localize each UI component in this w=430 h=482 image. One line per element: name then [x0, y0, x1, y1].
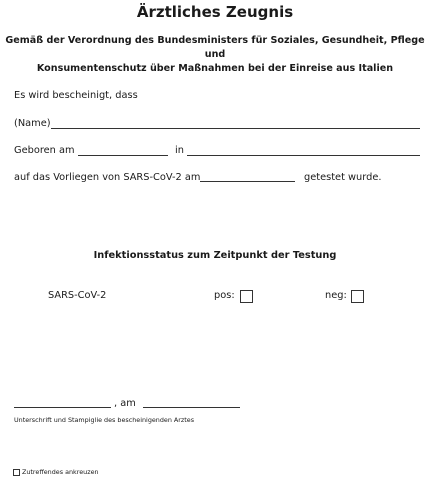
negative-label: neg:	[325, 290, 347, 301]
date-separator: , am	[114, 398, 136, 409]
test-date-field-line[interactable]	[200, 181, 295, 182]
birth-date-field-line[interactable]	[78, 155, 168, 156]
test-date-suffix: getestet wurde.	[304, 172, 382, 183]
test-date-prefix: auf das Vorliegen von SARS-CoV-2 am	[14, 172, 201, 183]
signature-place-line[interactable]	[14, 407, 111, 408]
signature-caption: Unterschrift und Stampiglie des bescheinigenden Arztes	[14, 416, 195, 424]
virus-label: SARS-CoV-2	[48, 290, 107, 301]
name-field-line[interactable]	[51, 128, 420, 129]
signature-date-line[interactable]	[143, 407, 240, 408]
negative-checkbox[interactable]	[351, 290, 364, 303]
positive-checkbox[interactable]	[240, 290, 253, 303]
footnote-text: Zutreffendes ankreuzen	[22, 468, 99, 476]
birth-place-label: in	[175, 145, 184, 156]
subtitle-line-1: Gemäß der Verordnung des Bundesministers für Soziales, Gesundheit, Pflege und	[5, 35, 425, 60]
infection-status-heading: Infektionsstatus zum Zeitpunkt der Testung	[93, 250, 337, 261]
name-label: (Name)	[14, 118, 51, 129]
document-subtitle	[0, 34, 430, 76]
positive-label: pos:	[214, 290, 235, 301]
birth-date-label: Geboren am	[14, 145, 75, 156]
birth-place-field-line[interactable]	[187, 155, 420, 156]
certify-text: Es wird bescheinigt, dass	[14, 90, 138, 101]
document-title: Ärztliches Zeugnis	[136, 3, 294, 21]
footnote-checkbox-icon	[13, 469, 20, 476]
subtitle-line-2: Konsumentenschutz über Maßnahmen bei der Einreise aus Italien	[36, 63, 394, 74]
